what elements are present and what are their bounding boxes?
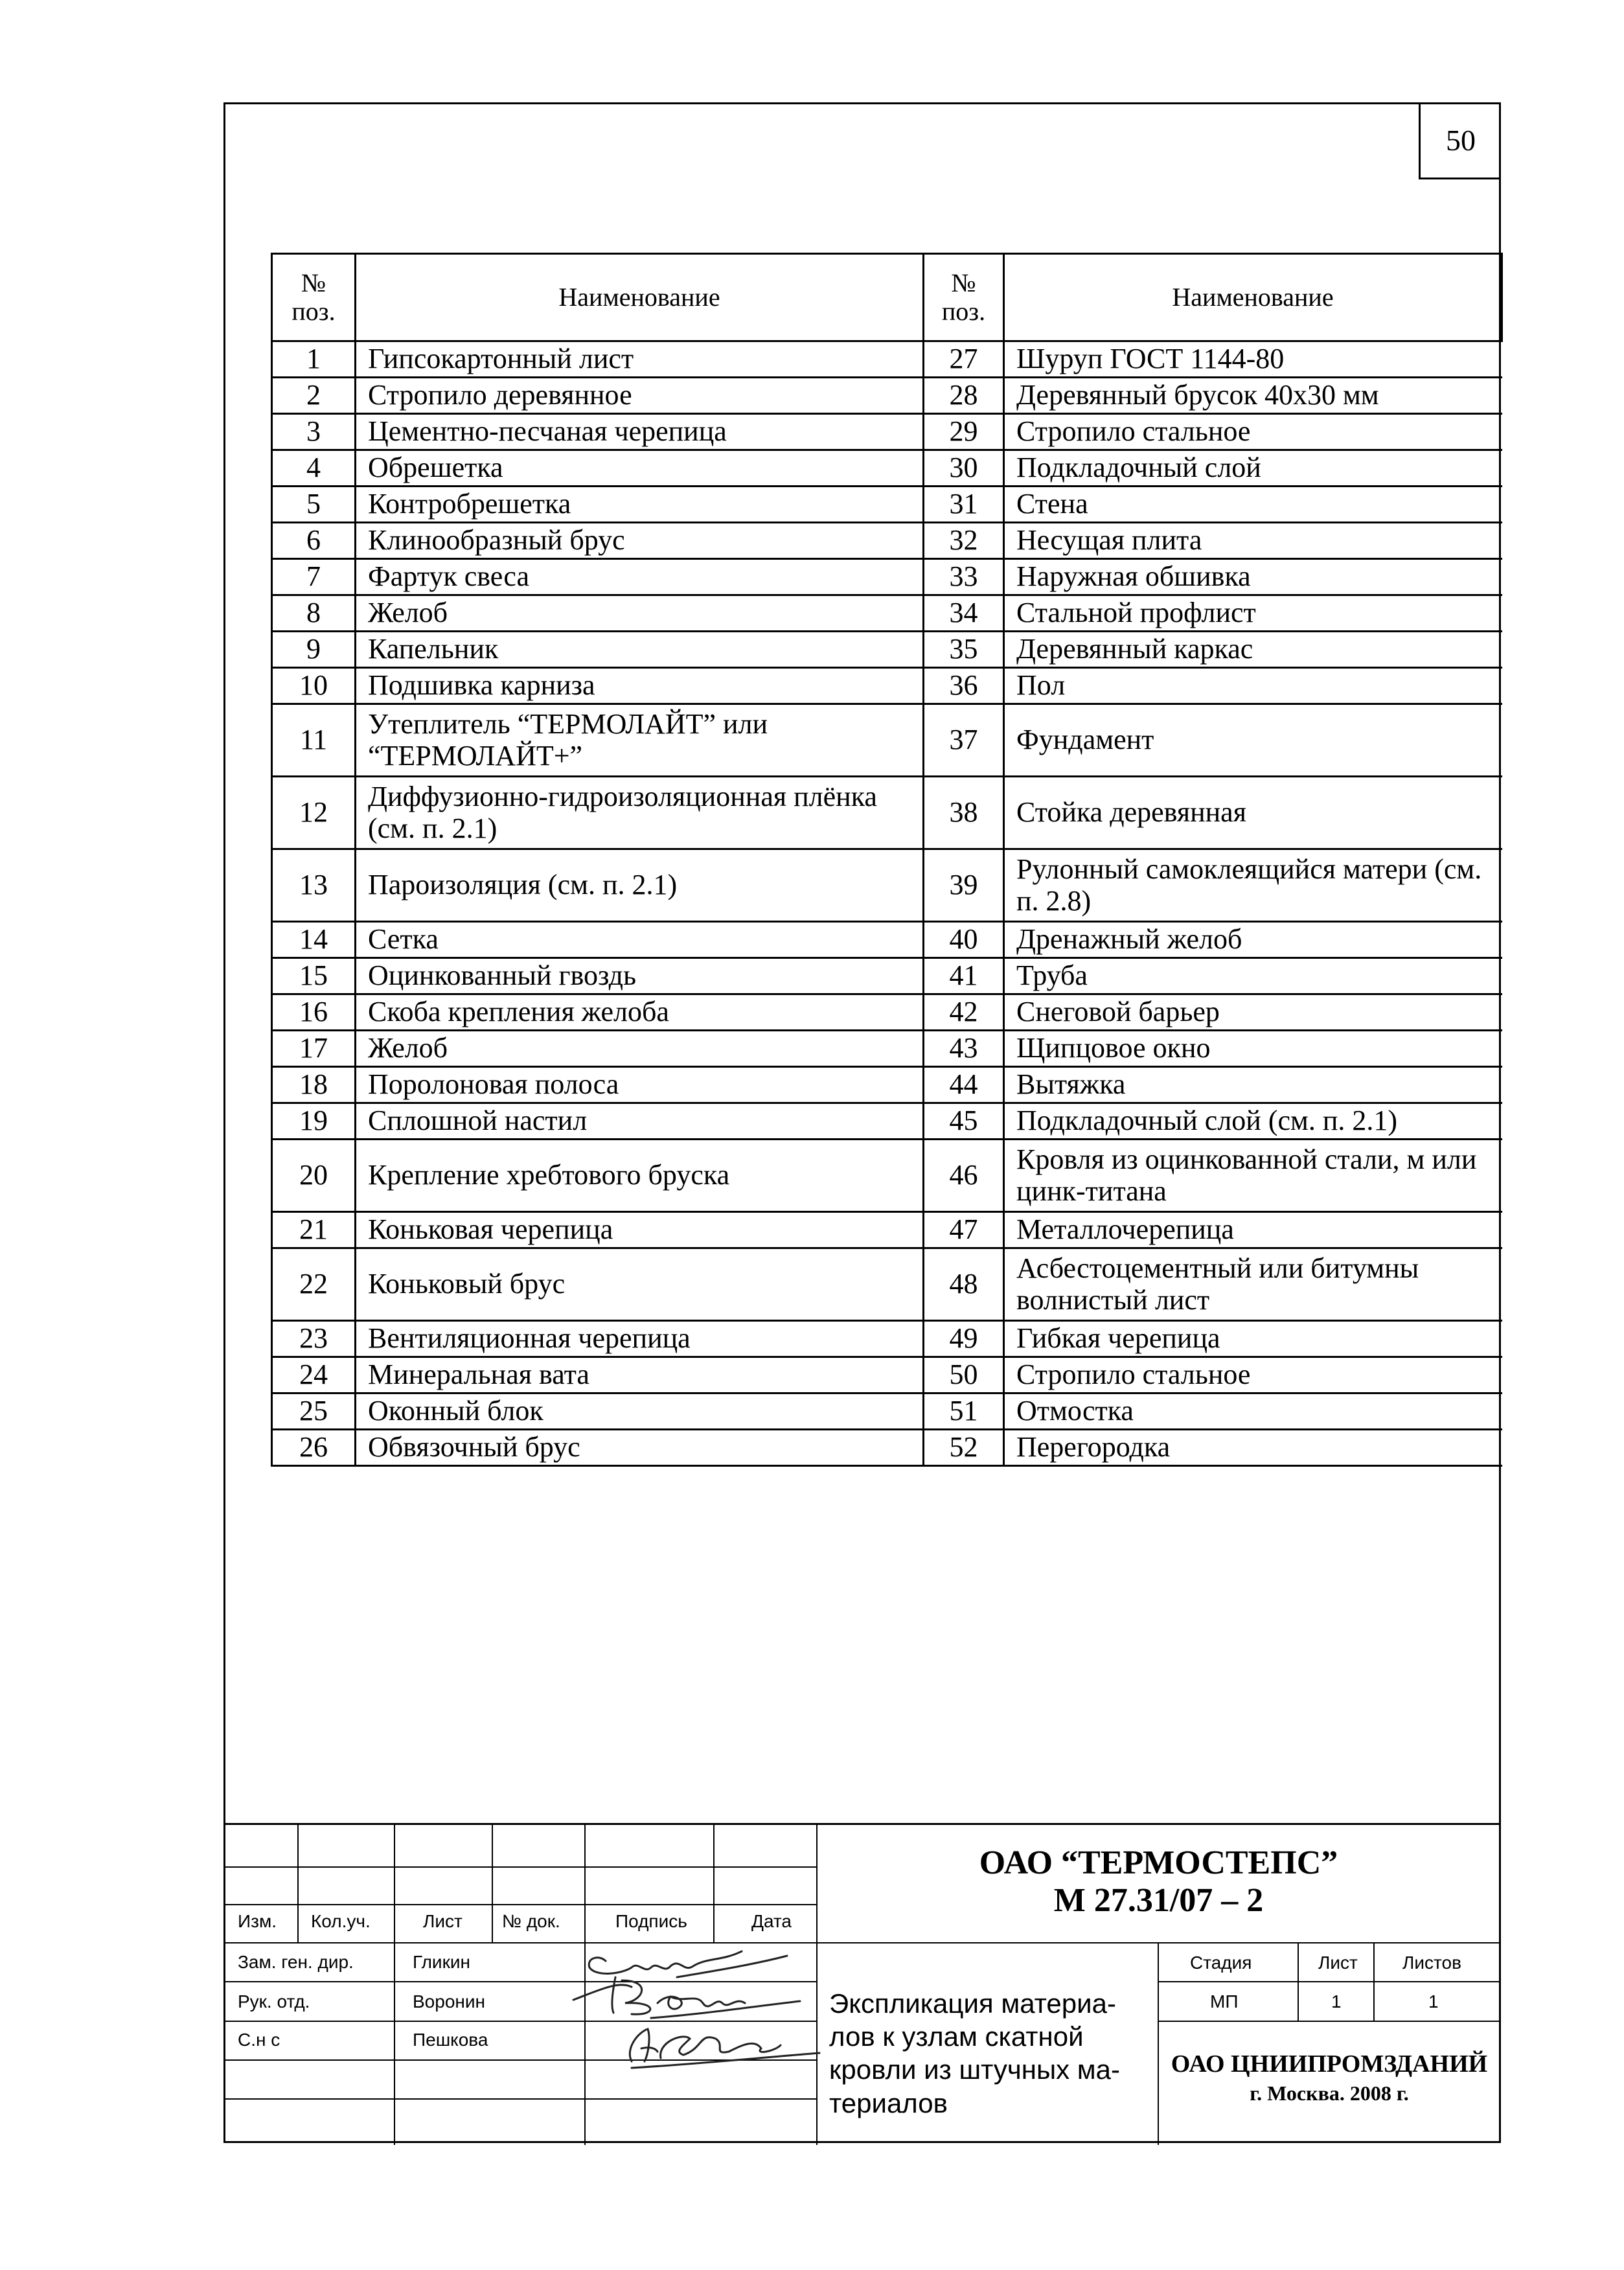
description-line: лов к узлам скатной: [829, 2021, 1084, 2052]
item-name-left: Оконный блок: [356, 1393, 924, 1430]
pos-number-right: 41: [924, 958, 1004, 994]
table-row: [272, 1321, 1502, 1357]
description-line: териалов: [829, 2087, 948, 2118]
signature-images: [560, 1942, 845, 2097]
item-name-left: Обвязочный брус: [356, 1430, 924, 1466]
col-doc-num: № док.: [502, 1911, 560, 1931]
pos-number-right: 45: [924, 1103, 1004, 1140]
pos-number-right: 49: [924, 1321, 1004, 1357]
pos-number-right: 29: [924, 414, 1004, 450]
sheet-header: Лист: [1318, 1953, 1358, 1973]
table-row: [272, 559, 1502, 595]
sheets-header: Листов: [1402, 1953, 1461, 1973]
description-line: Экспликация материа-: [829, 1988, 1116, 2019]
pos-number-left: 13: [272, 849, 356, 922]
item-name-left: Скоба крепления желоба: [356, 994, 924, 1031]
item-name-right: Труба: [1004, 958, 1502, 994]
table-row: [272, 922, 1502, 958]
table-row: [272, 378, 1502, 414]
item-name-left: Подшивка карниза: [356, 668, 924, 704]
item-name-left: Фартук свеса: [356, 559, 924, 595]
item-name-left: Желоб: [356, 1031, 924, 1067]
table-row: [272, 1031, 1502, 1067]
item-name-left: Цементно-песчаная черепица: [356, 414, 924, 450]
item-name-right: Наружная обшивка: [1004, 559, 1502, 595]
item-name-right: Снеговой барьер: [1004, 994, 1502, 1031]
table-row: [272, 1430, 1502, 1466]
item-name-right: Отмостка: [1004, 1393, 1502, 1430]
pos-number-right: 40: [924, 922, 1004, 958]
item-name-left: Капельник: [356, 632, 924, 668]
pos-number-left: 20: [272, 1140, 356, 1212]
item-name-right: Кровля из оцинкованной стали, м или цинк-титана: [1004, 1140, 1502, 1212]
item-name-left: Желоб: [356, 595, 924, 632]
table-row: [272, 994, 1502, 1031]
table-row: [272, 777, 1502, 849]
role-1: Зам. ген. дир.: [238, 1952, 354, 1972]
pos-number-right: 36: [924, 668, 1004, 704]
item-name-right: Подкладочный слой: [1004, 450, 1502, 487]
pos-number-right: 28: [924, 378, 1004, 414]
item-name-left: Диффузионно-гидроизоляционная плёнка (см. п. 2.1): [356, 777, 924, 849]
table-row: [272, 595, 1502, 632]
table-row: [272, 450, 1502, 487]
table-row: [272, 487, 1502, 523]
item-name-left: Минеральная вата: [356, 1357, 924, 1393]
item-name-right: Фундамент: [1004, 704, 1502, 777]
col-list: Лист: [423, 1911, 463, 1931]
pos-number-right: 35: [924, 632, 1004, 668]
item-name-right: Рулонный самоклеящийся матери (см. п. 2.8): [1004, 849, 1502, 922]
role-3: С.н с: [238, 2030, 280, 2050]
pos-number-right: 32: [924, 523, 1004, 559]
item-name-left: Поролоновая полоса: [356, 1067, 924, 1103]
item-name-right: Металлочерепица: [1004, 1212, 1502, 1248]
table-row: [272, 958, 1502, 994]
pos-number-left: 24: [272, 1357, 356, 1393]
item-name-right: Деревянный брусок 40х30 мм: [1004, 378, 1502, 414]
item-name-left: Вентиляционная черепица: [356, 1321, 924, 1357]
document-code: М 27.31/07 – 2: [1053, 1882, 1264, 1920]
header-num-2: № поз.: [924, 254, 1004, 341]
pos-number-right: 51: [924, 1393, 1004, 1430]
pos-number-left: 9: [272, 632, 356, 668]
pos-number-left: 21: [272, 1212, 356, 1248]
table-row: [272, 1103, 1502, 1140]
signatory-1: Гликин: [413, 1952, 470, 1972]
item-name-right: Гибкая черепица: [1004, 1321, 1502, 1357]
item-name-left: Оцинкованный гвоздь: [356, 958, 924, 994]
pos-number-left: 1: [272, 341, 356, 378]
pos-number-right: 50: [924, 1357, 1004, 1393]
pos-number-left: 12: [272, 777, 356, 849]
item-name-right: Стойка деревянная: [1004, 777, 1502, 849]
organization-name: ОАО ЦНИИПРОМЗДАНИЙ: [1171, 2050, 1488, 2078]
table-row: [272, 1067, 1502, 1103]
company-name: ОАО “ТЕРМОСТЕПС”: [979, 1844, 1338, 1881]
item-name-right: Несущая плита: [1004, 523, 1502, 559]
pos-number-right: 39: [924, 849, 1004, 922]
item-name-right: Вытяжка: [1004, 1067, 1502, 1103]
pos-number-left: 10: [272, 668, 356, 704]
item-name-left: Утеплитель “ТЕРМОЛАЙТ” или “ТЕРМОЛАЙТ+”: [356, 704, 924, 777]
pos-number-left: 8: [272, 595, 356, 632]
item-name-right: Стальной профлист: [1004, 595, 1502, 632]
pos-number-right: 52: [924, 1430, 1004, 1466]
pos-number-right: 37: [924, 704, 1004, 777]
sheet-value: 1: [1331, 1991, 1342, 2012]
pos-number-left: 17: [272, 1031, 356, 1067]
stage-value: МП: [1210, 1991, 1239, 2012]
item-name-left: Коньковая черепица: [356, 1212, 924, 1248]
header-name-1: Наименование: [356, 254, 924, 341]
pos-number-right: 31: [924, 487, 1004, 523]
pos-number-left: 14: [272, 922, 356, 958]
table-row: [272, 1393, 1502, 1430]
item-name-left: Клинообразный брус: [356, 523, 924, 559]
pos-number-left: 3: [272, 414, 356, 450]
signatory-3: Пешкова: [413, 2030, 488, 2050]
pos-number-left: 22: [272, 1248, 356, 1321]
table-row: [272, 341, 1502, 378]
table-row: [272, 668, 1502, 704]
col-signature: Подпись: [615, 1911, 687, 1931]
title-block: [223, 1823, 1501, 2143]
document-description: [829, 1987, 1120, 2120]
item-name-left: Гипсокартонный лист: [356, 341, 924, 378]
pos-number-right: 30: [924, 450, 1004, 487]
item-name-right: Перегородка: [1004, 1430, 1502, 1466]
pos-number-left: 19: [272, 1103, 356, 1140]
item-name-right: Стена: [1004, 487, 1502, 523]
table-row: [272, 523, 1502, 559]
header-num-1: № поз.: [272, 254, 356, 341]
item-name-left: Сетка: [356, 922, 924, 958]
pos-number-right: 44: [924, 1067, 1004, 1103]
col-date: Дата: [751, 1911, 792, 1931]
item-name-right: Стропило стальное: [1004, 414, 1502, 450]
sheets-value: 1: [1428, 1991, 1439, 2012]
role-2: Рук. отд.: [238, 1991, 310, 2012]
table-row: [272, 632, 1502, 668]
item-name-right: Стропило стальное: [1004, 1357, 1502, 1393]
pos-number-right: 46: [924, 1140, 1004, 1212]
pos-number-left: 6: [272, 523, 356, 559]
pos-number-left: 15: [272, 958, 356, 994]
pos-number-right: 33: [924, 559, 1004, 595]
item-name-left: Коньковый брус: [356, 1248, 924, 1321]
item-name-right: Шуруп ГОСТ 1144-80: [1004, 341, 1502, 378]
table-row: [272, 1248, 1502, 1321]
table-row: [272, 1212, 1502, 1248]
description-line: кровли из штучных ма-: [829, 2054, 1121, 2085]
pos-number-left: 2: [272, 378, 356, 414]
item-name-left: Крепление хребтового бруска: [356, 1140, 924, 1212]
pos-number-right: 27: [924, 341, 1004, 378]
item-name-right: Асбестоцементный или битумны волнистый лист: [1004, 1248, 1502, 1321]
table-row: [272, 414, 1502, 450]
item-name-right: Дренажный желоб: [1004, 922, 1502, 958]
table-row: [272, 704, 1502, 777]
item-name-right: Щипцовое окно: [1004, 1031, 1502, 1067]
item-name-right: Пол: [1004, 668, 1502, 704]
item-name-left: Обрешетка: [356, 450, 924, 487]
item-name-left: Стропило деревянное: [356, 378, 924, 414]
table-row: [272, 849, 1502, 922]
table-header-row: [272, 254, 1502, 341]
item-name-right: Подкладочный слой (см. п. 2.1): [1004, 1103, 1502, 1140]
pos-number-right: 48: [924, 1248, 1004, 1321]
header-name-2: Наименование: [1004, 254, 1502, 341]
item-name-right: Деревянный каркас: [1004, 632, 1502, 668]
pos-number-right: 34: [924, 595, 1004, 632]
pos-number-right: 43: [924, 1031, 1004, 1067]
col-izm: Изм.: [238, 1911, 277, 1931]
pos-number-left: 5: [272, 487, 356, 523]
pos-number-right: 42: [924, 994, 1004, 1031]
pos-number-left: 7: [272, 559, 356, 595]
col-kol-uch: Кол.уч.: [311, 1911, 371, 1931]
pos-number-right: 47: [924, 1212, 1004, 1248]
stage-header: Стадия: [1190, 1953, 1252, 1973]
organization-city: г. Москва. 2008 г.: [1250, 2081, 1409, 2105]
table-row: [272, 1140, 1502, 1212]
pos-number-left: 11: [272, 704, 356, 777]
pos-number-left: 23: [272, 1321, 356, 1357]
page-number: 50: [1419, 102, 1501, 179]
pos-number-left: 25: [272, 1393, 356, 1430]
pos-number-left: 16: [272, 994, 356, 1031]
pos-number-left: 4: [272, 450, 356, 487]
explication-table: [271, 253, 1503, 1467]
table-body: [272, 341, 1502, 1466]
table-row: [272, 1357, 1502, 1393]
organization-block: [1158, 2048, 1501, 2107]
title-company-block: [816, 1844, 1501, 1920]
signatory-2: Воронин: [413, 1991, 485, 2012]
pos-number-left: 26: [272, 1430, 356, 1466]
item-name-left: Пароизоляция (см. п. 2.1): [356, 849, 924, 922]
pos-number-left: 18: [272, 1067, 356, 1103]
item-name-left: Контробрешетка: [356, 487, 924, 523]
pos-number-right: 38: [924, 777, 1004, 849]
item-name-left: Сплошной настил: [356, 1103, 924, 1140]
